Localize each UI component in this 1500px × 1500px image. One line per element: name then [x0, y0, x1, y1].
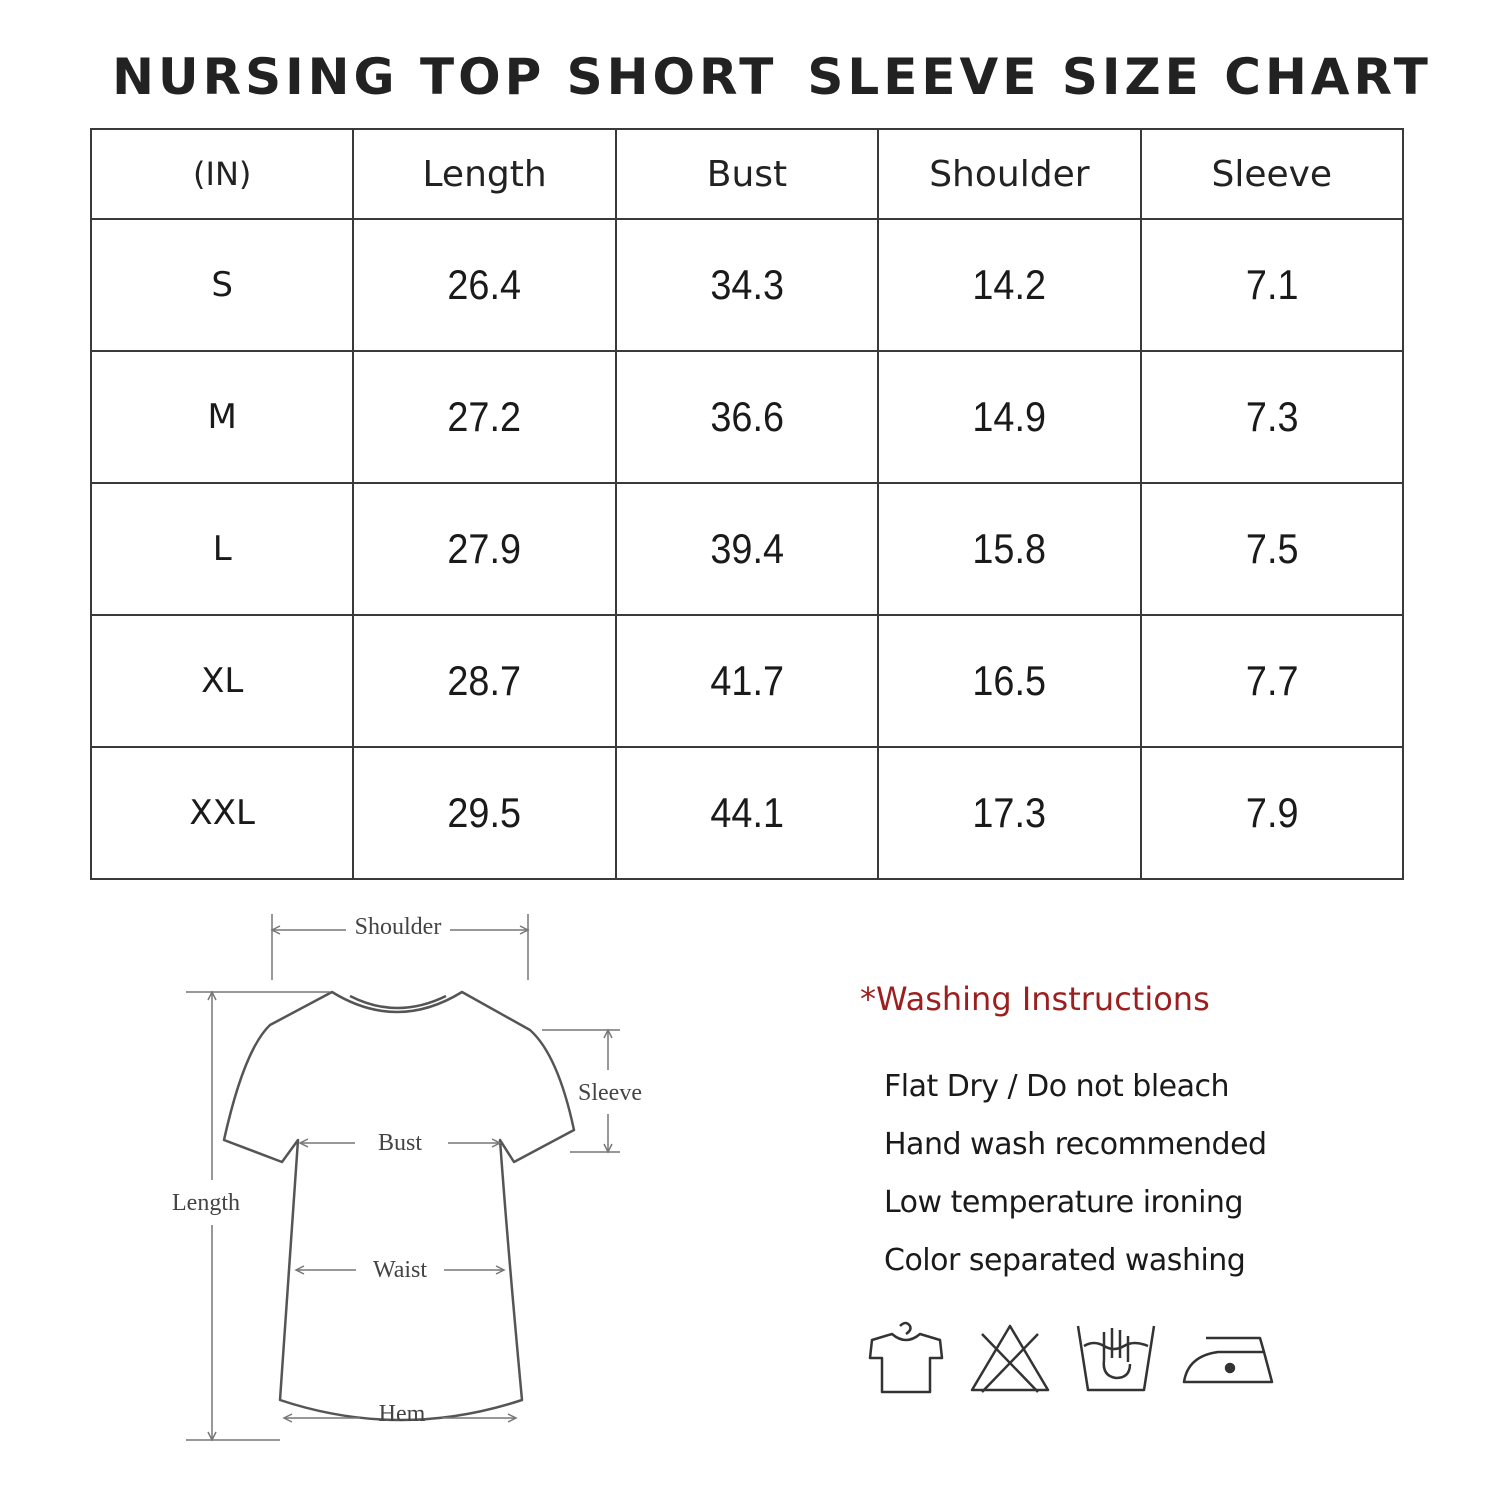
sleeve-value: 7.7: [1154, 615, 1390, 747]
size-label: S: [91, 219, 353, 351]
header-unit: (IN): [91, 129, 353, 219]
header-sleeve: Sleeve: [1141, 129, 1403, 219]
table-row: [91, 747, 1403, 879]
bust-value: 41.7: [629, 615, 865, 747]
tshirt-illustration: [150, 900, 670, 1460]
care-icons: [866, 1320, 1276, 1396]
table-header-row: [91, 129, 1403, 219]
table-row: [91, 483, 1403, 615]
length-value: 28.7: [367, 615, 603, 747]
shoulder-value: 14.2: [891, 219, 1127, 351]
bust-value: 34.3: [629, 219, 865, 351]
table-row: [91, 351, 1403, 483]
bust-value: 44.1: [629, 747, 865, 879]
length-dimension: [186, 992, 330, 1440]
hem-label: Hem: [378, 1401, 426, 1427]
size-label: XL: [91, 615, 353, 747]
size-label: M: [91, 351, 353, 483]
flat-dry-icon: [866, 1320, 946, 1396]
tshirt-measurement-diagram: [150, 900, 670, 1460]
size-label: XXL: [91, 747, 353, 879]
shoulder-value: 17.3: [891, 747, 1127, 879]
sleeve-label: Sleeve: [578, 1080, 642, 1106]
table-row: [91, 219, 1403, 351]
sleeve-value: 7.9: [1154, 747, 1390, 879]
length-value: 27.2: [367, 351, 603, 483]
length-label: Length: [172, 1190, 240, 1216]
table-row: [91, 615, 1403, 747]
list-item: Flat Dry / Do not bleach: [884, 1069, 1230, 1104]
tshirt-outline: [224, 992, 574, 1420]
chart-title: [0, 48, 1500, 106]
header-length: Length: [353, 129, 615, 219]
low-iron-icon: [1180, 1328, 1276, 1388]
chart-title-part1: NURSING TOP SHORT: [112, 48, 778, 106]
sleeve-value: 7.1: [1154, 219, 1390, 351]
washing-instructions: [860, 980, 1300, 1290]
length-value: 27.9: [367, 483, 603, 615]
list-item: Low temperature ironing: [884, 1185, 1243, 1220]
length-value: 29.5: [367, 747, 603, 879]
list-item: Color separated washing: [884, 1243, 1246, 1278]
hand-wash-icon: [1074, 1320, 1158, 1396]
sleeve-value: 7.5: [1154, 483, 1390, 615]
shoulder-value: 15.8: [891, 483, 1127, 615]
size-table: [90, 128, 1404, 880]
header-shoulder: Shoulder: [878, 129, 1140, 219]
bust-label: Bust: [377, 1130, 423, 1156]
do-not-bleach-icon: [968, 1320, 1052, 1396]
washing-list: [860, 1058, 1300, 1290]
size-label: L: [91, 483, 353, 615]
chart-title-part2: SLEEVE SIZE CHART: [807, 48, 1432, 106]
header-bust: Bust: [616, 129, 878, 219]
length-value: 26.4: [367, 219, 603, 351]
washing-title: *Washing Instructions: [860, 980, 1210, 1018]
bust-value: 36.6: [629, 351, 865, 483]
shoulder-label: Shoulder: [354, 914, 442, 940]
bust-value: 39.4: [629, 483, 865, 615]
shoulder-value: 16.5: [891, 615, 1127, 747]
sleeve-value: 7.3: [1154, 351, 1390, 483]
list-item: Hand wash recommended: [884, 1127, 1267, 1162]
waist-label: Waist: [372, 1257, 428, 1283]
shoulder-value: 14.9: [891, 351, 1127, 483]
